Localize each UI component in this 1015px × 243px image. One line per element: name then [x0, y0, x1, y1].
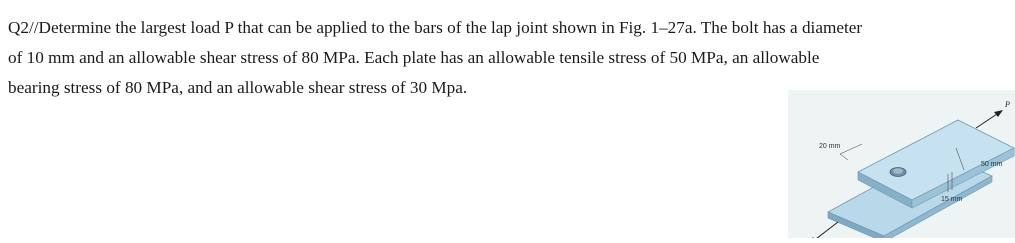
width-label: 50 mm — [981, 161, 1003, 168]
problem-line-3: bearing stress of 80 MPa, and an allowable shear stress of 30 Mpa. — [8, 78, 468, 97]
edge-distance-label: 20 mm — [819, 143, 841, 150]
load-label-top: P — [1005, 100, 1010, 109]
thickness-label: 15 mm — [941, 196, 963, 203]
bolt — [890, 168, 906, 177]
lap-joint-illustration — [788, 90, 1015, 238]
problem-line-1: Q2//Determine the largest load P that can be applied to the bars of the lap joint shown in Fig. 1–27a. The bolt has a diameter — [8, 18, 863, 37]
lap-joint-figure — [788, 90, 1015, 238]
problem-line-2: of 10 mm and an allowable shear stress of 80 MPa. Each plate has an allowable tensile stress of 50 MPa, an allowable — [8, 48, 820, 67]
